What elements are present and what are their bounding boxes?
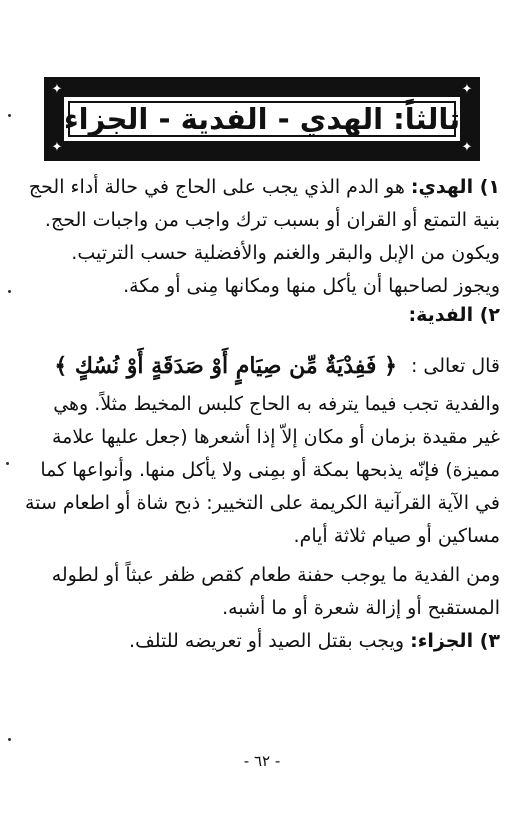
- text-line: مميزة) فإنّه يذبحها بمكة أو بمِنى ولا يأكل منها. وأنواعها كما: [40, 459, 500, 481]
- corner-ornament-icon: ✦: [461, 82, 473, 97]
- text-line: بنية التمتع أو القران أو بسبب ترك واجب من واجبات الحج.: [44, 209, 500, 231]
- page-title: ثالثاً: الهدي - الفدية - الجزاء: [63, 102, 461, 136]
- text-line: والفدية تجب فيما يترفه به الحاج كلبس المخيط مثلاً. وهي: [53, 393, 500, 415]
- text-line: في الآية القرآنية الكريمة على التخيير: ذبح شاة أو اطعام ستة: [24, 492, 500, 514]
- quran-verse: ﴿ فَفِدْيَةٌ مِّن صِيَامٍ أَوْ صَدَقَةٍ أَوْ نُسُكٍ ﴾: [54, 353, 397, 379]
- text-line: المستقبح أو إزالة شعرة أو ما أشبه.: [222, 597, 500, 619]
- page-number: - ٦٢ -: [243, 752, 281, 770]
- text-line: ومن الفدية ما يوجب حفنة طعام كقص ظفر عبثاً أو لطوله: [51, 564, 500, 586]
- scan-speck: [8, 738, 11, 741]
- scan-speck: [8, 114, 11, 117]
- section-fidya-body: [22, 388, 500, 658]
- text-line: مساكين أو صيام ثلاثة أيام.: [293, 525, 500, 547]
- section-hady: [22, 171, 500, 331]
- text-line: ١) الهدي: هو الدم الذي يجب على الحاج في حالة أداء الحج: [28, 176, 500, 198]
- quran-verse-line: [22, 346, 500, 386]
- banner-frame: [64, 97, 460, 141]
- section-heading-jazaa: ٣) الجزاء:: [410, 630, 500, 652]
- corner-ornament-icon: ✦: [461, 140, 473, 155]
- text-line: ٣) الجزاء: ويجب بقتل الصيد أو تعريضه للتلف.: [129, 630, 500, 652]
- quran-intro: قال تعالى :: [410, 355, 500, 377]
- scan-speck: [8, 290, 11, 293]
- section-heading-fidya: ٢) الفدية:: [408, 304, 500, 326]
- text-line: ويجوز لصاحبها أن يأكل منها ومكانها مِنى أو مكة.: [123, 275, 500, 297]
- text-line: غير مقيدة بزمان أو مكان إلاّ إذا أشعرها (جعل عليها علامة: [51, 426, 500, 448]
- corner-ornament-icon: ✦: [51, 140, 63, 155]
- title-banner: [44, 77, 480, 161]
- scan-speck: [6, 462, 9, 465]
- text-line: ويكون من الإبل والبقر والغنم والأفضلية حسب الترتيب.: [71, 242, 500, 264]
- corner-ornament-icon: ✦: [51, 82, 63, 97]
- section-heading-hady: ١) الهدي:: [410, 176, 500, 198]
